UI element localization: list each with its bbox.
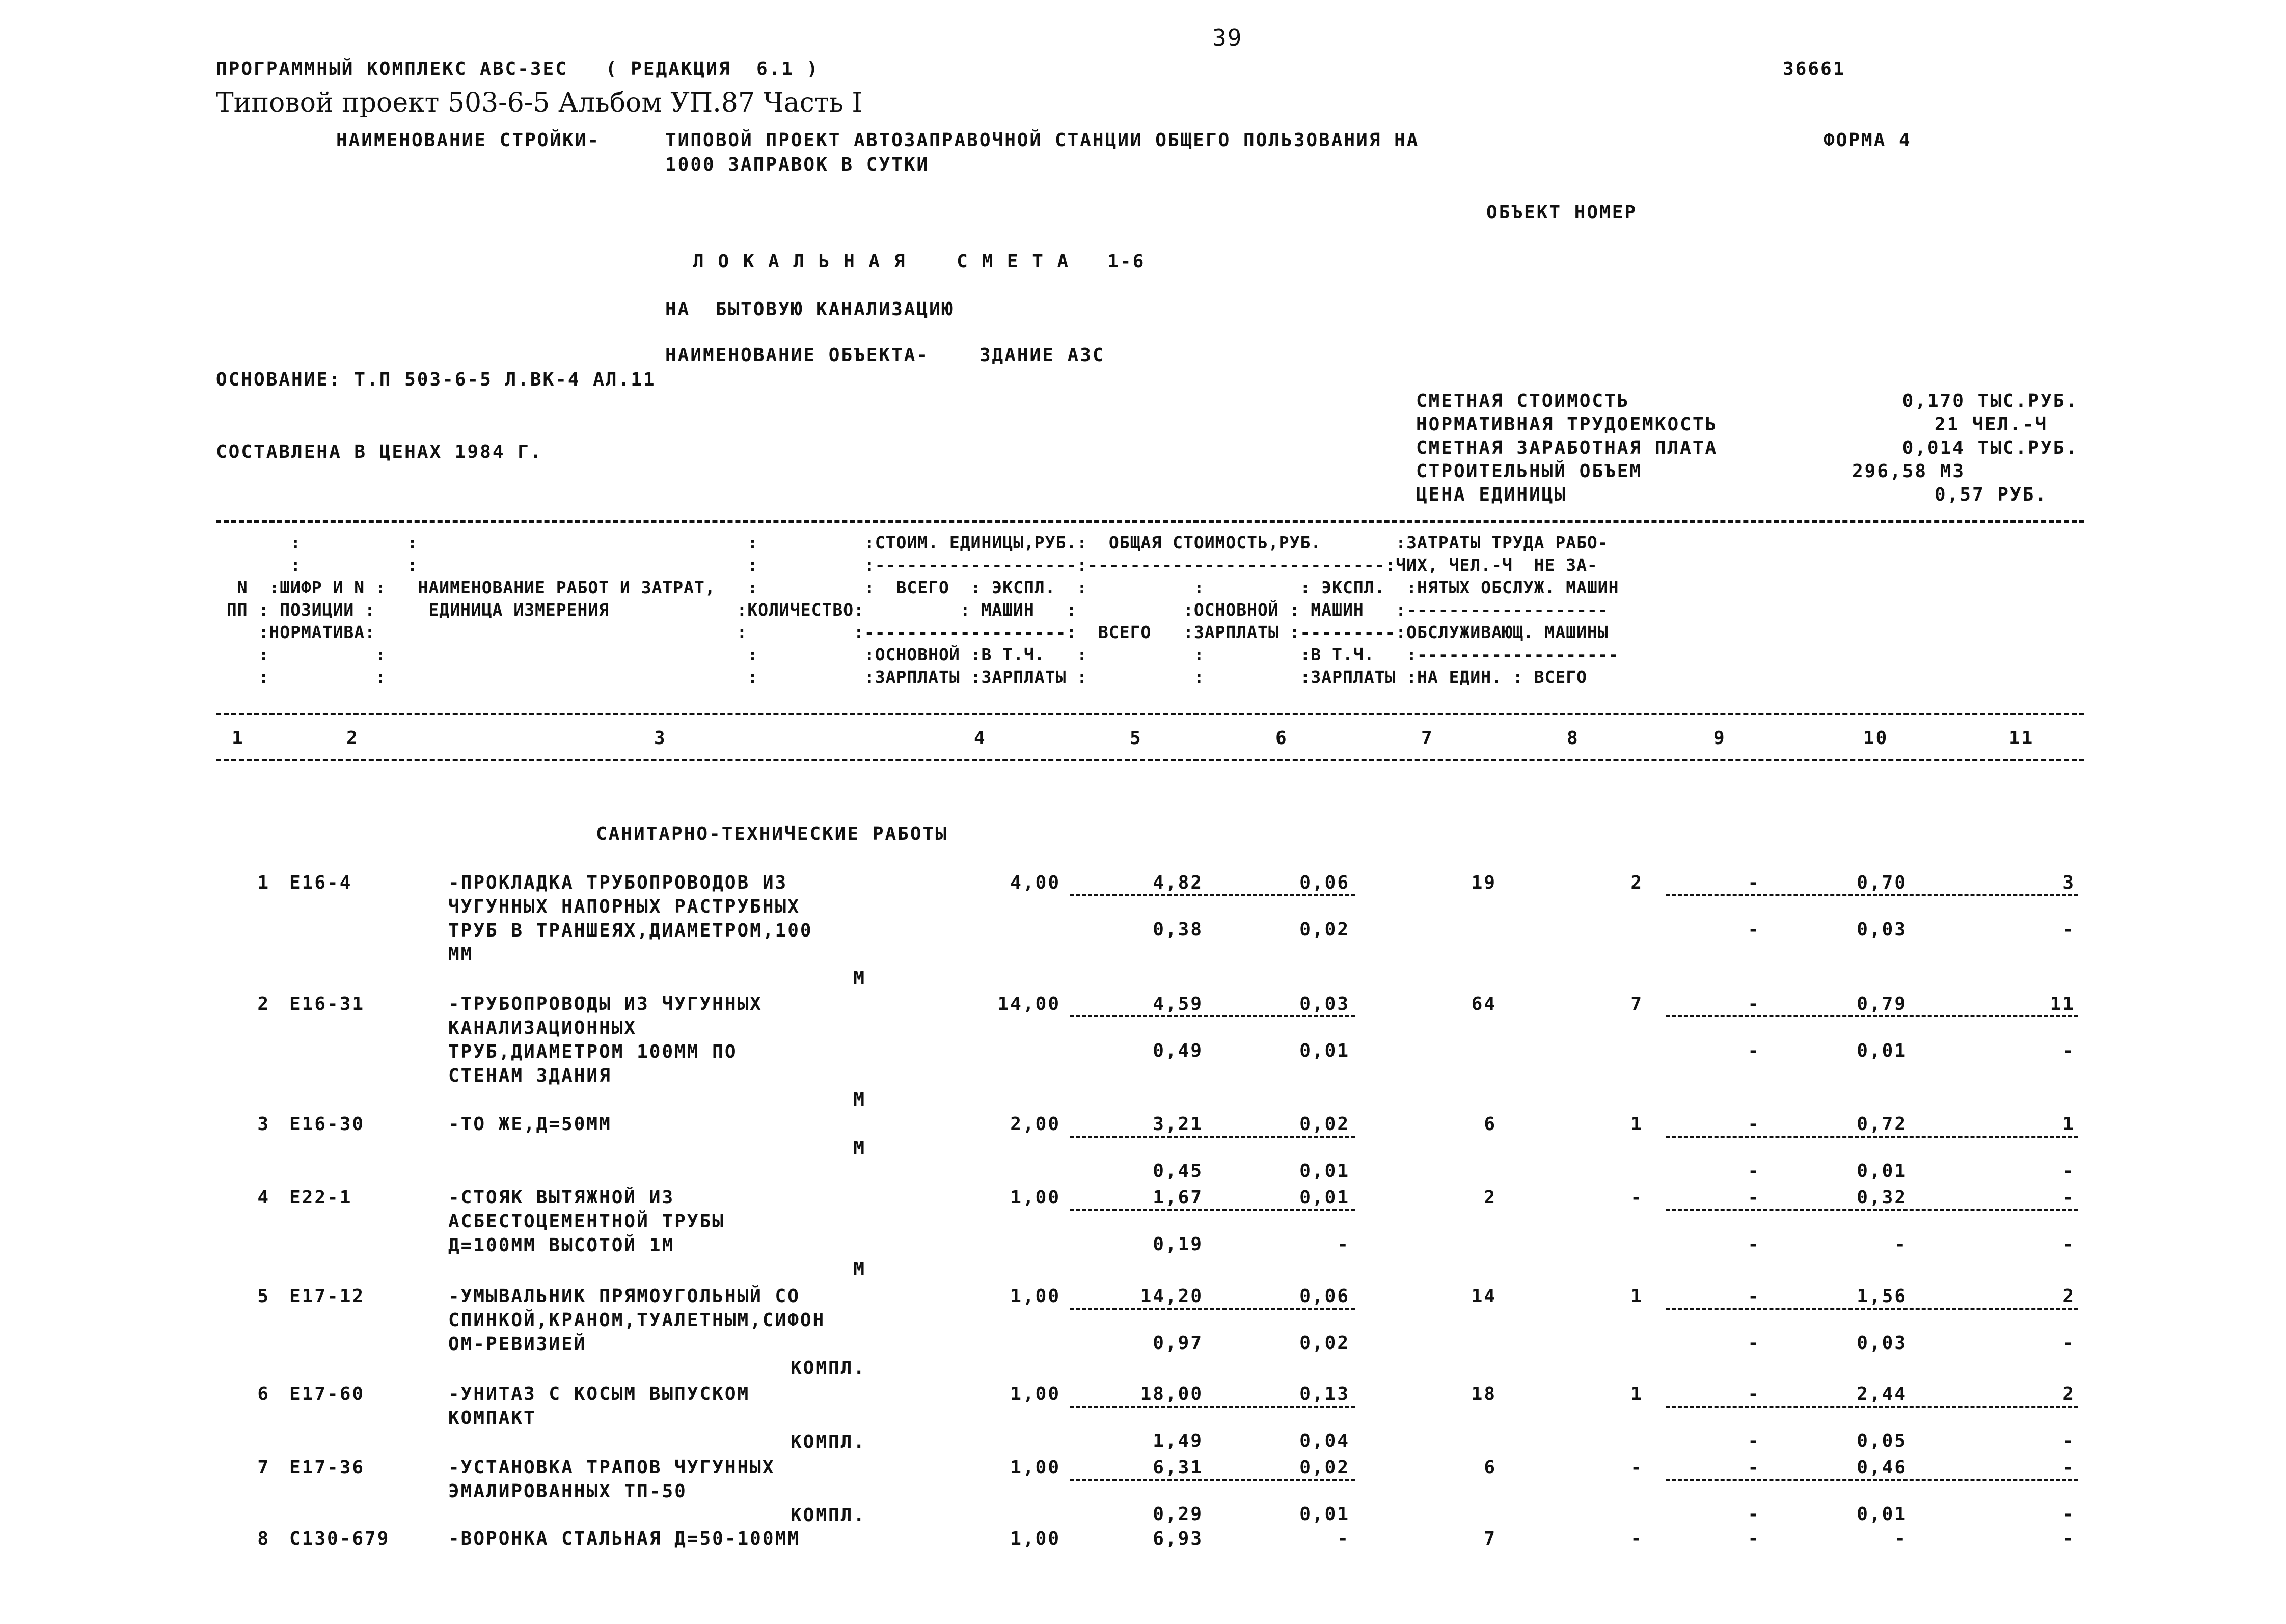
row-labor-machines-total: - (2062, 1234, 2075, 1255)
row-unit-wages-machines: 0,02 (1299, 919, 1350, 940)
row-labor-total: - (2062, 1457, 2075, 1478)
row-labor-machines-per-unit: 0,01 (1857, 1504, 1907, 1525)
row-labor-machines-per-unit: 0,03 (1857, 1333, 1907, 1354)
row-unit-wages: 0,29 (1153, 1504, 1203, 1525)
row-labor-machines-total: - (2062, 1161, 2075, 1181)
row-machines-cost: - (1748, 994, 1760, 1014)
row-description: КОМПАКТ (448, 1408, 536, 1428)
row-number: 1 (257, 872, 270, 893)
row-description: -УНИТАЗ С КОСЫМ ВЫПУСКОМ (448, 1384, 750, 1405)
row-labor-machines-total: - (2062, 1040, 2075, 1061)
header-line: : : : :ОСНОВНОЙ :В Т.Ч. : : :В Т.Ч. :------------------- (216, 645, 1619, 665)
column-number: 10 (1863, 728, 1889, 749)
column-number: 1 (232, 728, 244, 749)
row-unit-wages-machines: 0,01 (1299, 1504, 1350, 1525)
row-labor-per-unit: 0,46 (1857, 1457, 1907, 1478)
summary-row (1416, 460, 2078, 484)
column-number: 3 (654, 728, 667, 749)
summary-row (1416, 390, 2078, 414)
row-labor-per-unit: 1,56 (1857, 1286, 1907, 1307)
summary-value: 296,58 М3 (1852, 461, 1966, 482)
row-labor-per-unit: 0,72 (1857, 1114, 1907, 1135)
row-unit-cost-machines: 0,02 (1299, 1114, 1350, 1135)
row-unit-wages: 1,49 (1153, 1430, 1203, 1451)
row-description: -ВОРОНКА СТАЛЬНАЯ Д=50-100ММ (448, 1528, 800, 1549)
row-description: ЭМАЛИРОВАННЫХ ТП-50 (448, 1481, 687, 1502)
row-unit-wages: 0,49 (1153, 1040, 1203, 1061)
summary-value: 21 ЧЕЛ.-Ч (1934, 414, 2048, 435)
column-number: 5 (1130, 728, 1142, 749)
row-unit-cost-total: 6,31 (1153, 1457, 1203, 1478)
row-unit-cost-machines: 0,03 (1299, 994, 1350, 1014)
row-labor-divider (1666, 1406, 2078, 1408)
row-machines-cost: - (1748, 1187, 1760, 1208)
summary-value: 0,57 РУБ. (1934, 484, 2048, 505)
row-labor-per-unit: 0,70 (1857, 872, 1907, 893)
row-base-wages: - (1630, 1528, 1643, 1549)
row-description: -УСТАНОВКА ТРАПОВ ЧУГУННЫХ (448, 1457, 775, 1478)
row-labor-total: - (2062, 1528, 2075, 1549)
table-top-rule (216, 520, 2084, 523)
row-labor-divider (1666, 1015, 2078, 1017)
row-labor-machines-per-unit: 0,03 (1857, 919, 1907, 940)
row-machines-wages: - (1748, 1040, 1760, 1061)
row-unit-cost-total: 14,20 (1140, 1286, 1203, 1307)
row-quantity: 1,00 (1010, 1384, 1060, 1405)
summary-row (1416, 414, 2078, 437)
row-unit: М (853, 968, 866, 989)
row-machines-cost: - (1748, 1528, 1760, 1549)
row-number: 3 (257, 1114, 270, 1135)
row-labor-machines-total: - (2062, 1504, 2075, 1525)
row-description: -СТОЯК ВЫТЯЖНОЙ ИЗ (448, 1187, 675, 1208)
row-labor-per-unit: - (1894, 1528, 1907, 1549)
row-machines-wages: - (1748, 1504, 1760, 1525)
row-quantity: 2,00 (1010, 1114, 1060, 1135)
row-labor-total: 2 (2062, 1286, 2075, 1307)
row-description: СТЕНАМ ЗДАНИЯ (448, 1065, 612, 1086)
row-labor-machines-per-unit: 0,01 (1857, 1040, 1907, 1061)
estimate-subject: НА БЫТОВУЮ КАНАЛИЗАЦИЮ (665, 299, 955, 320)
row-labor-divider (1666, 1209, 2078, 1211)
row-labor-total: 11 (2050, 994, 2075, 1014)
row-base-wages: - (1630, 1457, 1643, 1478)
row-unit-cost-machines: 0,02 (1299, 1457, 1350, 1478)
row-unit-cost-machines: - (1337, 1528, 1350, 1549)
row-labor-divider (1666, 894, 2078, 896)
column-number: 4 (974, 728, 987, 749)
row-unit: М (853, 1259, 866, 1280)
summary-label: ЦЕНА ЕДИНИЦЫ (1416, 484, 1567, 505)
row-quantity: 1,00 (1010, 1457, 1060, 1478)
row-labor-machines-per-unit: - (1894, 1234, 1907, 1255)
program-title: ПРОГРАММНЫЙ КОМПЛЕКС АВС-3ЕС ( РЕДАКЦИЯ 6.1 ) (216, 59, 820, 79)
row-cost-divider (1070, 1015, 1355, 1017)
row-code: Е16-30 (289, 1114, 365, 1135)
header-line: ПП : ПОЗИЦИИ : ЕДИНИЦА ИЗМЕРЕНИЯ :КОЛИЧЕСТВО: : МАШИН : :ОСНОВНОЙ : МАШИН :------------------- (216, 600, 1609, 620)
document-code: 36661 (1783, 59, 1846, 79)
summary-value: 0,014 ТЫС.РУБ. (1902, 437, 2078, 458)
basis: ОСНОВАНИЕ: Т.П 503-6-5 Л.ВК-4 АЛ.11 (216, 369, 656, 390)
row-unit-wages-machines: - (1337, 1234, 1350, 1255)
row-code: Е16-31 (289, 994, 365, 1014)
row-number: 5 (257, 1286, 270, 1307)
row-labor-total: 3 (2062, 872, 2075, 893)
row-cost-divider (1070, 1308, 1355, 1310)
summary-row (1416, 437, 2078, 460)
row-description: ММ (448, 944, 474, 965)
row-base-wages: 7 (1630, 994, 1643, 1014)
row-base-wages: 1 (1630, 1114, 1643, 1135)
project-title: Типовой проект 503-6-5 Альбом УП.87 Часть I (216, 88, 862, 118)
summary-label: СМЕТНАЯ СТОИМОСТЬ (1416, 391, 1630, 411)
row-description: АСБЕСТОЦЕМЕНТНОЙ ТРУБЫ (448, 1211, 725, 1232)
row-unit-wages: 0,45 (1153, 1161, 1203, 1181)
section-title: САНИТАРНО-ТЕХНИЧЕСКИЕ РАБОТЫ (596, 823, 948, 844)
row-unit-cost-total: 1,67 (1153, 1187, 1203, 1208)
row-unit-wages: 0,19 (1153, 1234, 1203, 1255)
row-base-wages: 1 (1630, 1384, 1643, 1405)
row-number: 7 (257, 1457, 270, 1478)
row-description: ТРУБ,ДИАМЕТРОМ 100ММ ПО (448, 1041, 738, 1062)
row-quantity: 1,00 (1010, 1528, 1060, 1549)
row-machines-wages: - (1748, 1430, 1760, 1451)
row-description: -ТО ЖЕ,Д=50ММ (448, 1114, 612, 1135)
column-numbers-rule (216, 759, 2084, 761)
row-total-cost: 7 (1484, 1528, 1496, 1549)
row-base-wages: - (1630, 1187, 1643, 1208)
row-labor-divider (1666, 1479, 2078, 1481)
summary-label: НОРМАТИВНАЯ ТРУДОЕМКОСТЬ (1416, 414, 1718, 435)
row-number: 6 (257, 1384, 270, 1405)
summary-label: СМЕТНАЯ ЗАРАБОТНАЯ ПЛАТА (1416, 437, 1718, 458)
construction-label: НАИМЕНОВАНИЕ СТРОЙКИ- (336, 130, 601, 151)
row-description: -УМЫВАЛЬНИК ПРЯМОУГОЛЬНЫЙ СО (448, 1286, 800, 1307)
row-description: ЧУГУННЫХ НАПОРНЫХ РАСТРУБНЫХ (448, 896, 800, 917)
row-unit: КОМПЛ. (790, 1505, 866, 1526)
row-unit-cost-total: 4,82 (1153, 872, 1203, 893)
column-number: 11 (2009, 728, 2034, 749)
header-bottom-rule (216, 713, 2084, 715)
object-name: НАИМЕНОВАНИЕ ОБЪЕКТА- ЗДАНИЕ АЗС (665, 345, 1105, 366)
row-quantity: 4,00 (1010, 872, 1060, 893)
column-number: 2 (346, 728, 359, 749)
row-unit-wages-machines: 0,04 (1299, 1430, 1350, 1451)
summary-row (1416, 484, 2078, 507)
row-code: С130-679 (289, 1528, 390, 1549)
row-total-cost: 14 (1471, 1286, 1496, 1307)
column-number: 7 (1421, 728, 1434, 749)
row-machines-cost: - (1748, 872, 1760, 893)
header-line: :НОРМАТИВА: : :-------------------: ВСЕГО :ЗАРПЛАТЫ :---------:ОБСЛУЖИВАЮЩ. МАШИНЫ (216, 622, 1609, 642)
row-labor-divider (1666, 1136, 2078, 1138)
row-machines-wages: - (1748, 1161, 1760, 1181)
column-number: 8 (1567, 728, 1580, 749)
row-machines-cost: - (1748, 1286, 1760, 1307)
form-label: ФОРМА 4 (1824, 130, 1912, 151)
row-description: ТРУБ В ТРАНШЕЯХ,ДИАМЕТРОМ,100 (448, 920, 813, 941)
row-labor-machines-total: - (2062, 1333, 2075, 1354)
row-machines-wages: - (1748, 1234, 1760, 1255)
row-number: 2 (257, 994, 270, 1014)
row-unit-cost-total: 3,21 (1153, 1114, 1203, 1135)
row-description: -ПРОКЛАДКА ТРУБОПРОВОДОВ ИЗ (448, 872, 788, 893)
row-description: -ТРУБОПРОВОДЫ ИЗ ЧУГУННЫХ (448, 994, 763, 1014)
row-labor-machines-total: - (2062, 919, 2075, 940)
row-code: Е17-12 (289, 1286, 365, 1307)
row-unit: М (853, 1089, 866, 1110)
row-unit-cost-machines: 0,06 (1299, 1286, 1350, 1307)
row-base-wages: 1 (1630, 1286, 1643, 1307)
column-number: 6 (1275, 728, 1288, 749)
row-cost-divider (1070, 1136, 1355, 1138)
row-unit: КОМПЛ. (790, 1358, 866, 1379)
column-number: 9 (1713, 728, 1726, 749)
row-unit-wages-machines: 0,02 (1299, 1333, 1350, 1354)
row-labor-total: 1 (2062, 1114, 2075, 1135)
row-unit-wages: 0,97 (1153, 1333, 1203, 1354)
row-code: Е17-60 (289, 1384, 365, 1405)
row-labor-total: - (2062, 1187, 2075, 1208)
row-labor-total: 2 (2062, 1384, 2075, 1405)
row-description: КАНАЛИЗАЦИОННЫХ (448, 1017, 637, 1038)
row-number: 4 (257, 1187, 270, 1208)
object-number-label: ОБЪЕКТ НОМЕР (1486, 202, 1638, 223)
row-unit-cost-machines: 0,06 (1299, 872, 1350, 893)
row-total-cost: 19 (1471, 872, 1496, 893)
row-machines-cost: - (1748, 1457, 1760, 1478)
header-line: : : : :СТОИМ. ЕДИНИЦЫ,РУБ.: ОБЩАЯ СТОИМОСТЬ,РУБ. :ЗАТРАТЫ ТРУДА РАБО- (216, 533, 1609, 553)
summary-label: СТРОИТЕЛЬНЫЙ ОБЪЕМ (1416, 461, 1643, 482)
row-total-cost: 2 (1484, 1187, 1496, 1208)
row-number: 8 (257, 1528, 270, 1549)
row-cost-divider (1070, 1479, 1355, 1481)
row-total-cost: 64 (1471, 994, 1496, 1014)
row-unit-cost-total: 18,00 (1140, 1384, 1203, 1405)
row-code: Е17-36 (289, 1457, 365, 1478)
row-code: Е16-4 (289, 872, 352, 893)
row-machines-cost: - (1748, 1384, 1760, 1405)
header-line: N :ШИФР И N : НАИМЕНОВАНИЕ РАБОТ И ЗАТРАТ, : : ВСЕГО : ЭКСПЛ. : : : ЭКСПЛ. :НЯТЫХ ОБСЛУЖ. МАШИН (216, 577, 1619, 597)
row-labor-machines-total: - (2062, 1430, 2075, 1451)
row-code: Е22-1 (289, 1187, 352, 1208)
row-machines-wages: - (1748, 1333, 1760, 1354)
row-base-wages: 2 (1630, 872, 1643, 893)
row-unit-wages: 0,38 (1153, 919, 1203, 940)
row-description: СПИНКОЙ,КРАНОМ,ТУАЛЕТНЫМ,СИФОН (448, 1310, 826, 1331)
construction-name-line-1: ТИПОВОЙ ПРОЕКТ АВТОЗАПРАВОЧНОЙ СТАНЦИИ ОБЩЕГО ПОЛЬЗОВАНИЯ НА (665, 130, 1420, 151)
row-machines-cost: - (1748, 1114, 1760, 1135)
row-quantity: 1,00 (1010, 1187, 1060, 1208)
row-unit-cost-machines: 0,01 (1299, 1187, 1350, 1208)
row-labor-machines-per-unit: 0,01 (1857, 1161, 1907, 1181)
row-machines-wages: - (1748, 919, 1760, 940)
row-total-cost: 6 (1484, 1114, 1496, 1135)
row-labor-per-unit: 0,79 (1857, 994, 1907, 1014)
header-line: : : : :-------------------:----------------------------:ЧИХ, ЧЕЛ.-Ч НЕ ЗА- (216, 555, 1598, 575)
row-labor-machines-per-unit: 0,05 (1857, 1430, 1907, 1451)
prices-year: СОСТАВЛЕНА В ЦЕНАХ 1984 Г. (216, 442, 543, 462)
row-unit: М (853, 1138, 866, 1159)
construction-name-line-2: 1000 ЗАПРАВОК В СУТКИ (665, 154, 930, 175)
row-quantity: 14,00 (997, 994, 1060, 1014)
row-unit-wages-machines: 0,01 (1299, 1040, 1350, 1061)
page-number: 39 (1212, 24, 1243, 51)
row-labor-divider (1666, 1308, 2078, 1310)
header-line: : : : :ЗАРПЛАТЫ :ЗАРПЛАТЫ : : :ЗАРПЛАТЫ :НА ЕДИН. : ВСЕГО (216, 667, 1587, 687)
row-total-cost: 18 (1471, 1384, 1496, 1405)
row-labor-per-unit: 0,32 (1857, 1187, 1907, 1208)
row-cost-divider (1070, 1406, 1355, 1408)
row-unit: КОМПЛ. (790, 1432, 866, 1452)
row-cost-divider (1070, 1209, 1355, 1211)
row-cost-divider (1070, 894, 1355, 896)
row-labor-per-unit: 2,44 (1857, 1384, 1907, 1405)
row-unit-cost-machines: 0,13 (1299, 1384, 1350, 1405)
row-total-cost: 6 (1484, 1457, 1496, 1478)
row-description: Д=100ММ ВЫСОТОЙ 1М (448, 1235, 675, 1256)
row-unit-cost-total: 6,93 (1153, 1528, 1203, 1549)
table-header (216, 532, 1619, 689)
row-description: ОМ-РЕВИЗИЕЙ (448, 1334, 587, 1355)
row-unit-wages-machines: 0,01 (1299, 1161, 1350, 1181)
summary-value: 0,170 ТЫС.РУБ. (1902, 391, 2078, 411)
summary-block (1416, 390, 2078, 507)
row-quantity: 1,00 (1010, 1286, 1060, 1307)
estimate-title: Л О К А Л Ь Н А Я С М Е Т А 1-6 (693, 251, 1146, 272)
row-unit-cost-total: 4,59 (1153, 994, 1203, 1014)
